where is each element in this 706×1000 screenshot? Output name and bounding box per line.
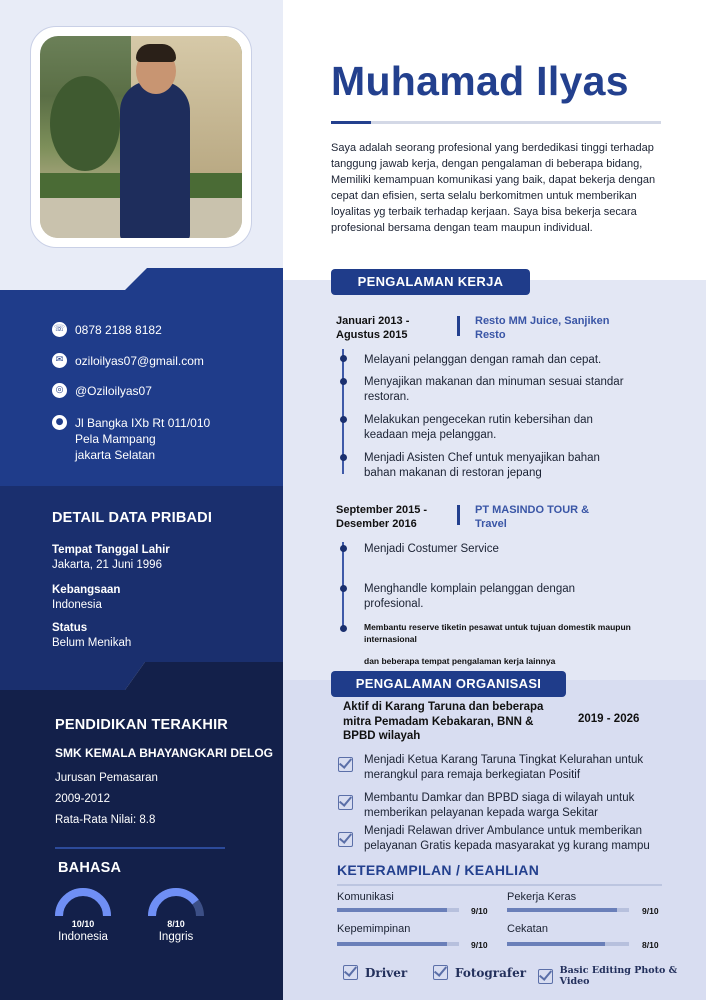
organization-years: 2019 - 2026 — [578, 713, 640, 725]
checkbox-icon — [433, 965, 448, 980]
job-1-duty-1: Melayani pelanggan dengan ramah dan cepat. — [364, 354, 602, 366]
job-2-note: dan beberapa tempat pengalaman kerja lainnya — [364, 656, 556, 666]
skill-score-2: 9/10 — [642, 906, 659, 916]
profile-summary: Saya adalah seorang profesional yang berdedikasi tinggi terhadap tanggung jawab kerja, dengan pengalaman di beberapa bidang, Memiliki kemampuan komunikasi yang baik, dapat bekerja dengan cepat dan efisien, serta selalu berkomitmen untuk memberikan loyalitas yg terbaik terhadap kerjaan. Saya bisa bekerja secara profesional bersama dengan team maupun individual. — [331, 142, 656, 234]
skill-score-3: 9/10 — [471, 940, 488, 950]
skill-name-1: Komunikasi — [337, 891, 394, 903]
contact-address — [52, 415, 210, 463]
skill-bar-4 — [507, 942, 629, 946]
extra-skill-2 — [433, 965, 526, 980]
language-gauge-indonesia — [55, 888, 111, 916]
skills-divider — [337, 884, 662, 886]
education-school: SMK KEMALA BHAYANGKARI DELOG — [55, 746, 274, 760]
language-heading: BAHASA — [58, 860, 122, 876]
contact-phone — [52, 322, 162, 338]
page-title: Muhamad Ilyas — [331, 58, 629, 104]
extra-skill-3 — [538, 965, 706, 987]
skill-name-4: Cekatan — [507, 923, 548, 935]
job-2-bar — [457, 505, 460, 525]
job-1-dot-2 — [340, 378, 347, 385]
language-gauge-inggris — [148, 888, 204, 916]
job-2-duty-2: Menghandle komplain pelanggan dengan profesional. — [364, 583, 576, 610]
organization-item-3: Menjadi Relawan driver Ambulance untuk memberikan pelayanan Gratis kepada masyarakat yg kurang mampu — [364, 825, 650, 852]
address-line-2: Pela Mampang — [75, 432, 156, 446]
work-heading: PENGALAMAN KERJA — [331, 269, 530, 295]
language-name-inggris: Inggris — [158, 931, 194, 943]
address-text — [75, 415, 210, 463]
extra-skill-label-2: Fotografer — [455, 965, 527, 980]
location-pin-icon: ● — [52, 415, 67, 430]
contact-email — [52, 353, 204, 369]
job-1-date-start: Januari 2013 - — [336, 315, 410, 327]
extra-skill-1 — [343, 965, 407, 980]
job-1-dot-1 — [340, 355, 347, 362]
organization-check-icon — [338, 832, 353, 847]
job-1-duty-4: Menjadi Asisten Chef untuk menyajikan bahan bahan makanan di restoran jepang — [364, 452, 600, 479]
organization-check-icon — [338, 757, 353, 772]
personal-value-nationality: Indonesia — [52, 599, 102, 611]
job-2-company — [475, 503, 589, 531]
job-2-dot-2 — [340, 585, 347, 592]
language-name-indonesia: Indonesia — [58, 931, 108, 943]
job-2-date — [336, 503, 427, 531]
checkbox-icon — [538, 969, 553, 984]
skill-name-2: Pekerja Keras — [507, 891, 577, 903]
phone-text: 0878 2188 8182 — [75, 323, 162, 337]
education-panel — [0, 662, 283, 1000]
skill-bar-fill-2 — [507, 908, 617, 912]
skill-score-1: 9/10 — [471, 906, 488, 916]
job-1-date-end: Agustus 2015 — [336, 329, 408, 341]
instagram-text: @Oziloilyas07 — [75, 384, 152, 398]
job-1-dot-3 — [340, 416, 347, 423]
skill-bar-1 — [337, 908, 459, 912]
education-grade: Rata-Rata Nilai: 8.8 — [55, 814, 156, 826]
phone-icon: ☏ — [52, 322, 67, 337]
skill-bar-fill-4 — [507, 942, 605, 946]
checkbox-icon — [343, 965, 358, 980]
organization-item-1: Menjadi Ketua Karang Taruna Tingkat Kelurahan untuk merangkul para remaja berkegiatan Positif — [364, 754, 644, 781]
education-major: Jurusan Pemasaran — [55, 772, 158, 784]
skill-score-4: 8/10 — [642, 940, 659, 950]
extra-skill-label-1: Driver — [365, 965, 408, 980]
job-2-duty-1: Menjadi Costumer Service — [364, 543, 499, 555]
language-inggris — [136, 919, 216, 943]
personal-label-status: Status — [52, 622, 88, 634]
job-1-duty-2: Menyajikan makanan dan minuman sesuai standar restoran. — [364, 376, 624, 403]
extra-skill-label-3: Basic Editing Photo & Video — [559, 965, 678, 987]
job-1-company-line-2: Resto — [475, 329, 506, 341]
language-indonesia — [43, 919, 123, 943]
language-score-inggris: 8/10 — [167, 919, 185, 929]
contact-instagram — [52, 383, 152, 399]
language-divider — [55, 847, 225, 849]
mail-icon: ✉ — [52, 353, 67, 368]
address-line-3: jakarta Selatan — [75, 448, 156, 462]
job-1-dot-4 — [340, 454, 347, 461]
organization-item-2: Membantu Damkar dan BPBD siaga di wilayah untuk memberikan pelayanan kepada warga Sekitar — [364, 792, 635, 819]
personal-label-birth: Tempat Tanggal Lahir — [52, 544, 170, 556]
title-divider-accent — [331, 121, 371, 124]
skill-bar-2 — [507, 908, 629, 912]
address-line-1: Jl Bangka IXb Rt 011/010 — [75, 416, 211, 430]
skills-heading: KETERAMPILAN / KEAHLIAN — [337, 862, 540, 878]
job-2-company-line-1: PT MASINDO TOUR & — [475, 504, 590, 516]
instagram-icon: ◎ — [52, 383, 67, 398]
personal-value-birth: Jakarta, 21 Juni 1996 — [52, 559, 162, 571]
personal-heading: DETAIL DATA PRIBADI — [52, 510, 213, 526]
skill-bar-3 — [337, 942, 459, 946]
job-2-dot-1 — [340, 545, 347, 552]
skill-name-3: Kepemimpinan — [337, 923, 411, 935]
job-2-date-start: September 2015 - — [336, 504, 428, 516]
skill-bar-fill-1 — [337, 908, 447, 912]
job-1-duty-3: Melakukan pengecekan rutin kebersihan dan keadaan meja pelanggan. — [364, 414, 593, 441]
job-2-duty-3: Membantu reserve tiketin pesawat untuk tujuan domestik maupun internasional — [364, 622, 631, 644]
skill-bar-fill-3 — [337, 942, 447, 946]
profile-photo — [40, 36, 242, 238]
job-2-company-line-2: Travel — [475, 518, 507, 530]
education-years: 2009-2012 — [55, 793, 110, 805]
job-1-date — [336, 314, 409, 342]
profile-photo-frame — [30, 26, 252, 248]
job-2-dot-3 — [340, 625, 347, 632]
email-text: oziloilyas07@gmail.com — [75, 354, 204, 368]
job-1-company — [475, 314, 609, 342]
job-1-bar — [457, 316, 460, 336]
job-1-company-line-1: Resto MM Juice, Sanjiken — [475, 315, 610, 327]
personal-label-nationality: Kebangsaan — [52, 584, 121, 596]
organization-heading: PENGALAMAN ORGANISASI — [331, 671, 566, 697]
language-score-indonesia: 10/10 — [71, 919, 95, 929]
organization-title: Aktif di Karang Taruna dan beberapa mitra Pemadam Kebakaran, BNN & BPBD wilayah — [343, 701, 544, 742]
title-divider — [331, 121, 661, 124]
organization-check-icon — [338, 795, 353, 810]
personal-value-status: Belum Menikah — [52, 637, 132, 649]
education-heading: PENDIDIKAN TERAKHIR — [55, 717, 228, 733]
job-2-date-end: Desember 2016 — [336, 518, 417, 530]
